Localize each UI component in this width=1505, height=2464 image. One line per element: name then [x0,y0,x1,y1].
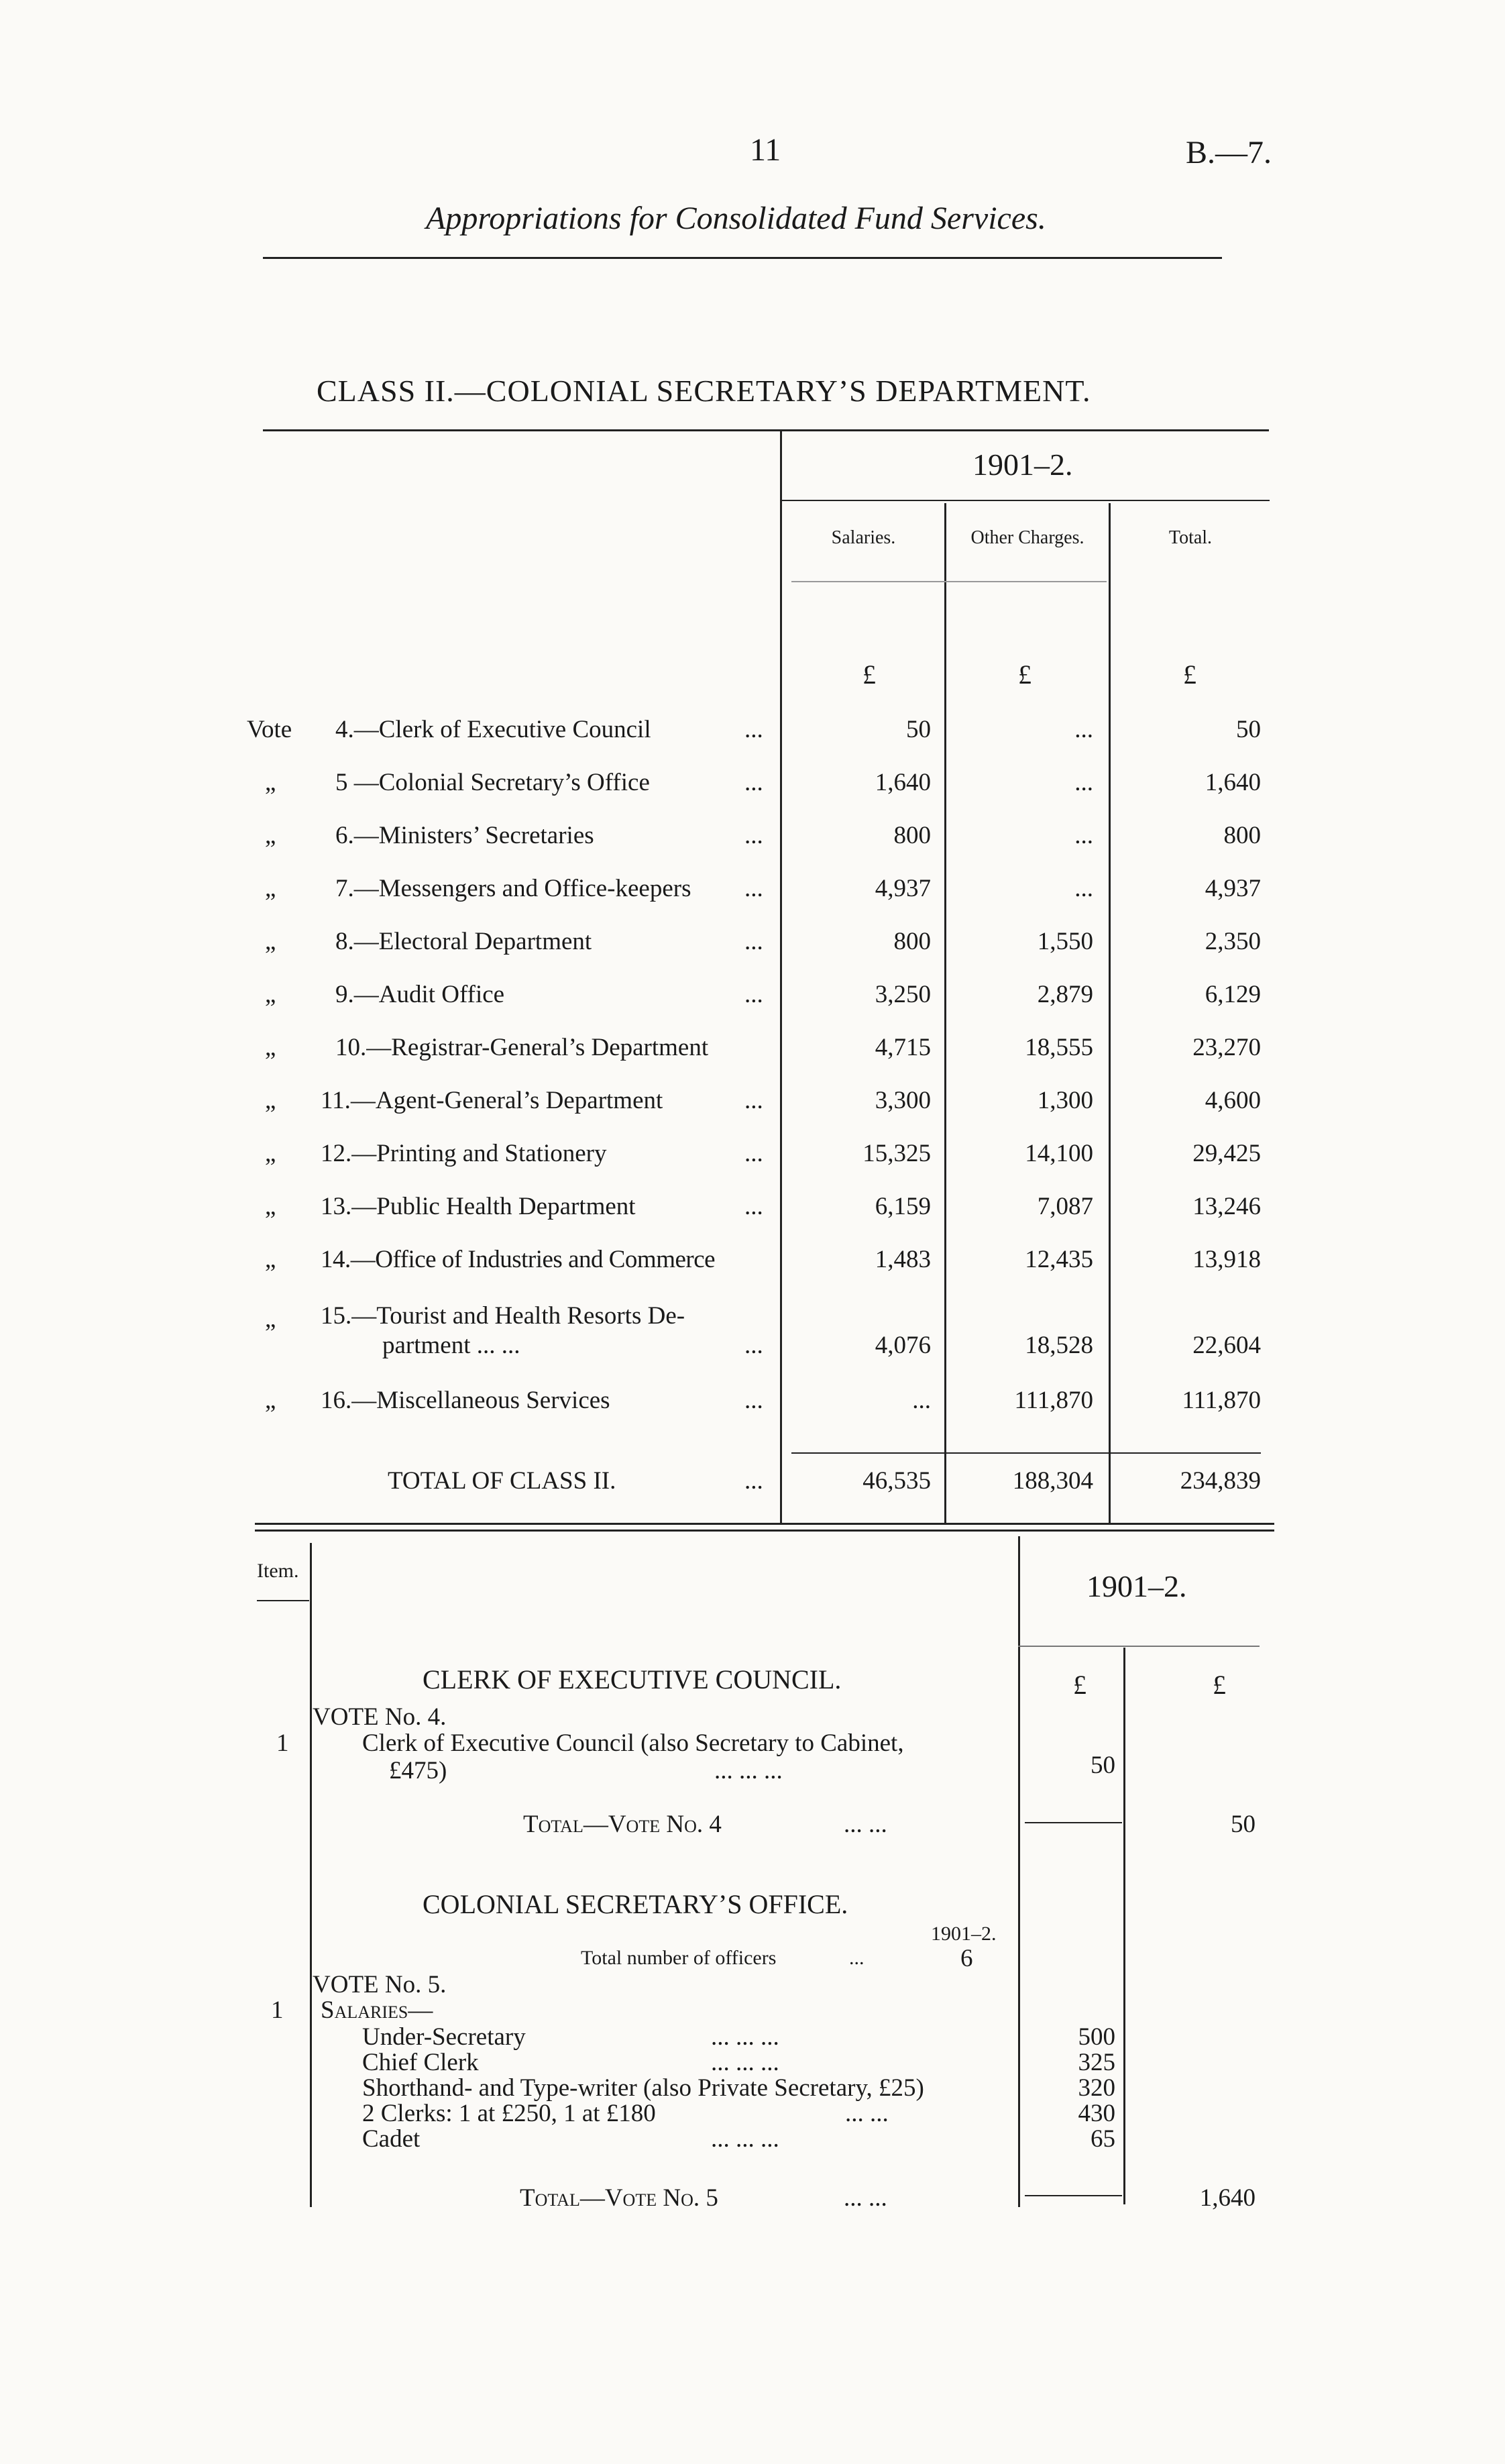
row-leader: ... [744,769,763,796]
section1-pound-1: £ [1073,1670,1086,1700]
row-other: 111,870 [1014,1387,1093,1414]
row-vote: 15.—Tourist and Health Resorts De- [321,1302,685,1330]
row-prefix: „ [265,1246,276,1273]
pound-total: £ [1183,659,1196,690]
pound-salaries: £ [862,659,876,690]
section1-line1: Clerk of Executive Council (also Secretary to Cabinet, [362,1729,904,1757]
page-reference: B.—7. [1186,135,1272,170]
row-salaries: 3,250 [875,981,931,1008]
total-salaries: 46,535 [862,1467,931,1495]
row-total: 4,937 [1205,875,1261,902]
row-salaries: 50 [906,716,931,743]
row-prefix: „ [265,1034,276,1061]
row-salaries: 15,325 [862,1140,931,1167]
row-other: 1,300 [1037,1087,1093,1114]
row-prefix: „ [265,1140,276,1167]
section1-line2-leader: ... ... ... [714,1757,783,1784]
row-salaries: 4,715 [875,1034,931,1061]
row-other: 12,435 [1025,1246,1093,1273]
col-salaries: Salaries. [831,527,896,548]
section2-item-no: 1 [271,1996,284,2024]
row-prefix: „ [265,1193,276,1220]
row-vote: 8.—Electoral Department [335,928,592,955]
item-divider [310,1543,312,2207]
row-salaries: 3,300 [875,1087,931,1114]
row-salaries: 1,640 [875,769,931,796]
item-leader: ... ... ... [711,2125,779,2153]
item-amount: 500 [1078,2023,1115,2051]
row-prefix: „ [265,822,276,849]
row-total: 13,918 [1192,1246,1261,1273]
row-vote: 16.—Miscellaneous Services [321,1387,610,1414]
section2-salaries-label: Salaries— [321,1996,433,2024]
row-other: ... [1074,822,1093,849]
row-vote: 6.—Ministers’ Secretaries [335,822,594,849]
item-amount: 320 [1078,2074,1115,2102]
row-prefix: „ [265,981,276,1008]
total-other: 188,304 [1012,1467,1093,1495]
subcol-divider [1123,1648,1125,2204]
row-leader: ... [744,1387,763,1414]
section2-total-label: Total—Vote No. 5 [520,2184,718,2212]
row-total: 111,870 [1182,1387,1261,1414]
item-label: Chief Clerk [362,2049,479,2076]
row-other: 14,100 [1025,1140,1093,1167]
item-label: Under-Secretary [362,2023,526,2051]
summary-divider-2 [1109,503,1111,1523]
row-vote-cont: partment ... ... [382,1332,520,1359]
section2-total-leader: ... ... [844,2184,887,2212]
summary-year-rule [780,500,1270,501]
section2-officers-count: 6 [960,1945,973,1972]
item-header-rule [257,1600,309,1601]
row-leader: ... [744,1087,763,1114]
header-rule [263,257,1222,259]
item-header: Item. [257,1560,299,1582]
summary-bottom-rule-2 [255,1530,1274,1532]
row-total: 6,129 [1205,981,1261,1008]
total-total: 234,839 [1180,1467,1261,1495]
summary-divider-1 [944,503,946,1523]
row-total: 2,350 [1205,928,1261,955]
row-other: 1,550 [1037,928,1093,955]
summary-divider-main [780,429,782,1523]
row-other: 2,879 [1037,981,1093,1008]
section1-line2: £475) [389,1757,447,1784]
item-leader: ... ... ... [711,2023,779,2051]
total-label: TOTAL OF CLASS II. [388,1467,616,1495]
detail-year: 1901–2. [1086,1569,1187,1603]
row-salaries: 800 [893,822,931,849]
summary-col-rule [791,581,1107,582]
detail-year-rule [1018,1646,1260,1647]
row-prefix: „ [265,1087,276,1114]
section1-total-label: Total—Vote No. 4 [523,1811,722,1838]
item-leader: ... ... ... [711,2049,779,2076]
row-leader: ... [744,716,763,743]
row-vote: 11.—Agent-General’s Department [321,1087,663,1114]
row-total: 29,425 [1192,1140,1261,1167]
row-leader: ... [744,1193,763,1220]
item-amount: 325 [1078,2049,1115,2076]
section2-heading: COLONIAL SECRETARY’S OFFICE. [423,1889,848,1919]
row-prefix: Vote [247,716,292,743]
page-number: 11 [750,132,781,168]
section1-item-no: 1 [276,1729,289,1757]
row-leader: ... [744,928,763,955]
row-leader: ... [744,981,763,1008]
row-total: 800 [1223,822,1261,849]
section1-subtotal-rule [1025,1822,1122,1823]
summary-bottom-rule-1 [255,1523,1274,1525]
row-prefix: „ [265,875,276,902]
section1-total: 50 [1231,1811,1256,1838]
section1-heading: CLERK OF EXECUTIVE COUNCIL. [423,1664,842,1695]
pound-other: £ [1018,659,1032,690]
row-vote: 7.—Messengers and Office-keepers [335,875,691,902]
row-other: 18,555 [1025,1034,1093,1061]
row-leader: ... [744,875,763,902]
row-total: 22,604 [1192,1332,1261,1359]
row-vote: 14.—Office of Industries and Commerce [321,1246,716,1273]
col-total: Total. [1168,527,1213,548]
row-salaries: 6,159 [875,1193,931,1220]
row-vote: 4.—Clerk of Executive Council [335,716,651,743]
section2-officers-leader: ... [849,1947,865,1969]
row-leader: ... [744,1140,763,1167]
row-total: 50 [1236,716,1261,743]
row-other: 7,087 [1037,1193,1093,1220]
section2-total: 1,640 [1199,2184,1256,2212]
col-other-charges: Other Charges. [970,527,1084,548]
row-salaries: 4,937 [875,875,931,902]
total-rule [791,1452,1261,1454]
row-salaries: 1,483 [875,1246,931,1273]
row-prefix: „ [265,928,276,955]
row-vote: 13.—Public Health Department [321,1193,636,1220]
row-total: 13,246 [1192,1193,1261,1220]
row-other: 18,528 [1025,1332,1093,1359]
row-other: ... [1074,769,1093,796]
row-salaries: 800 [893,928,931,955]
summary-year: 1901–2. [972,447,1073,482]
row-other: ... [1074,875,1093,902]
section1-vote-label: VOTE No. 4. [313,1703,447,1731]
section2-subtotal-rule [1025,2195,1122,2196]
row-prefix: „ [265,1387,276,1414]
section1-pound-2: £ [1213,1670,1226,1700]
item-label: Cadet [362,2125,421,2153]
section2-vote-label: VOTE No. 5. [313,1971,447,1998]
total-leader: ... [744,1467,763,1495]
item-label: 2 Clerks: 1 at £250, 1 at £180 [362,2100,656,2127]
row-vote: 10.—Registrar-General’s Department [335,1034,709,1061]
row-vote: 12.—Printing and Stationery [321,1140,607,1167]
item-leader: ... ... [845,2100,889,2127]
class-title: CLASS II.—COLONIAL SECRETARY’S DEPARTMENT. [317,374,1091,408]
row-total: 23,270 [1192,1034,1261,1061]
section2-officers-year: 1901–2. [931,1923,997,1945]
running-title: Appropriations for Consolidated Fund Services. [426,201,1046,236]
row-total: 1,640 [1205,769,1261,796]
section1-total-leader: ... ... [844,1811,887,1838]
row-vote: 5 —Colonial Secretary’s Office [335,769,650,796]
row-prefix: „ [265,1305,276,1333]
row-prefix: „ [265,769,276,796]
row-leader: ... [744,1332,763,1359]
item-amount: 430 [1078,2100,1115,2127]
item-label: Shorthand- and Type-writer (also Private Secretary, £25) [362,2074,924,2102]
row-vote: 9.—Audit Office [335,981,505,1008]
section2-officers-label: Total number of officers [581,1947,777,1969]
row-total: 4,600 [1205,1087,1261,1114]
row-salaries: ... [912,1387,931,1414]
row-leader: ... [744,822,763,849]
item-amount: 65 [1091,2125,1115,2153]
row-other: ... [1074,716,1093,743]
section1-amount: 50 [1091,1752,1115,1779]
row-salaries: 4,076 [875,1332,931,1359]
summary-top-rule [263,429,1269,431]
